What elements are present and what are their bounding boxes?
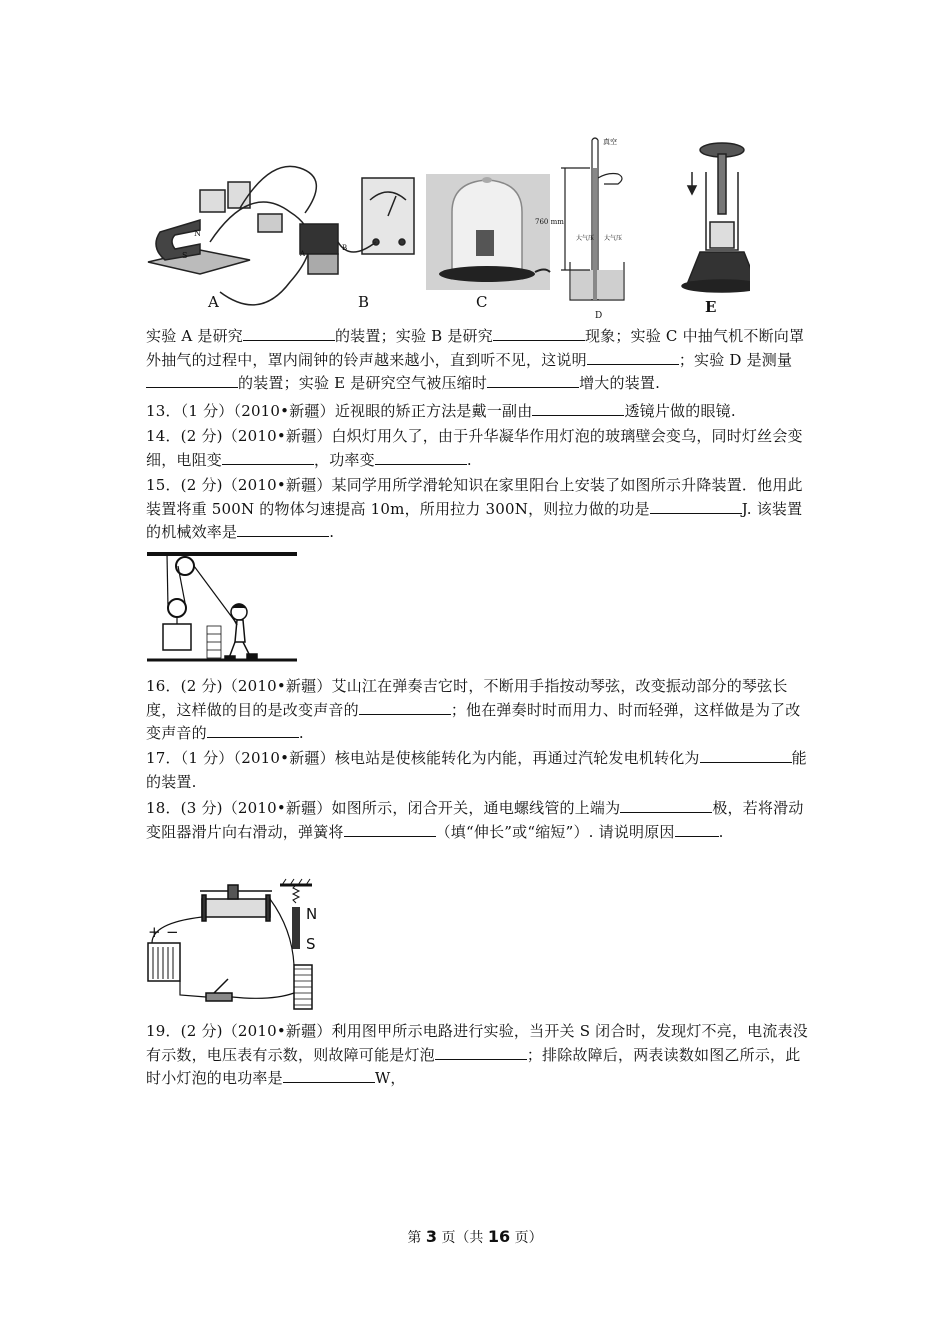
label-d: D (595, 311, 603, 321)
footer-suffix: 页） (514, 1230, 543, 1246)
magnet-s-label: S (306, 935, 316, 953)
q15-text-2: J. 该装置的机械效率是 (146, 499, 803, 541)
switch (206, 979, 232, 1001)
current-page-number: 3 (425, 1227, 437, 1246)
battery-minus-label: − (166, 923, 179, 941)
footer-prefix: 第 (407, 1230, 422, 1246)
pulley-figure (145, 550, 305, 670)
bar-magnet (292, 907, 300, 949)
magnet-s-label: S (182, 251, 188, 260)
question-13 (146, 400, 808, 424)
question-17 (146, 747, 808, 794)
footer-mid: 页（共 (441, 1230, 484, 1246)
q18-blank-3[interactable] (675, 822, 719, 837)
total-page-number: 16 (487, 1227, 511, 1246)
q12-blank-1[interactable] (243, 326, 335, 341)
q15-blank-2[interactable] (237, 522, 329, 537)
q18-text-4: . (718, 822, 724, 841)
pressure-right-label: 大气压 (604, 235, 623, 242)
q12-blank-2[interactable] (493, 326, 585, 341)
brick-wall (207, 626, 221, 658)
label-a: A (208, 293, 219, 311)
rheostat (200, 885, 272, 921)
q12-text-3: 现象；实验 C 中抽气机不断向罩外抽气的过程中，罩内闹钟的铃声越来越小，直到听不见，这说明 (146, 327, 805, 369)
vacuum-label: 真空 (603, 138, 617, 146)
q19-blank-1[interactable] (435, 1045, 527, 1060)
q18-blank-1[interactable] (620, 798, 712, 813)
q19-blank-2[interactable] (283, 1068, 375, 1083)
apparatus-a (148, 166, 316, 305)
q16-blank-1[interactable] (359, 700, 451, 715)
load-box (163, 624, 191, 650)
height-label: 760 mm (535, 218, 564, 226)
q18-text-1: 18．(3 分)（2010•新疆）如图所示，闭合开关，通电螺线管的上端为 (146, 799, 621, 817)
movable-pulley (168, 599, 186, 617)
battery (148, 943, 180, 981)
pressure-left-label: 大气压 (576, 235, 595, 242)
apparatus-c (426, 174, 550, 290)
magnet-n-label: N (306, 905, 318, 923)
q12-text-4: ；实验 D 是测量 (678, 350, 793, 369)
q16-text-1: 16．(2 分)（2010•新疆）艾山江在弹奏吉它时，不断用手指按动琴弦，改变振动部分的琴弦长度，这样做的目的是改变声音的 (146, 677, 788, 719)
q13-text-1: 13．（1 分）（2010•新疆）近视眼的矫正方法是戴一副由 (146, 402, 533, 420)
q15-text-1: 15．(2 分)（2010•新疆）某同学用所学滑轮知识在家里阳台上安装了如图所示升降装置．他用此装置将重 500N 的物体匀速提高 10m，所用拉力 300N，则拉力做的功是 (146, 476, 803, 518)
q12-text-5: 的装置；实验 E 是研究空气被压缩时 (238, 374, 488, 392)
q12-blank-4[interactable] (146, 373, 238, 388)
q14-blank-1[interactable] (222, 450, 314, 465)
q19-text-3: W， (374, 1069, 406, 1087)
q12-blank-5[interactable] (487, 373, 579, 388)
apparatus-e (682, 143, 750, 292)
question-16 (146, 675, 808, 746)
apparatus-d (561, 138, 624, 300)
solenoid (294, 965, 312, 1009)
question-18 (146, 797, 808, 844)
q18-text-3: （填“伸长”或“缩短”）. 请说明原因 (435, 822, 675, 841)
q15-text-3: . (329, 523, 335, 541)
q17-text-1: 17．（1 分）（2010•新疆）核电站是使核能转化为内能，再通过汽轮发电机转化为 (146, 749, 700, 767)
q16-text-2: ；他在弹奏时时而用力、时而轻弹，这样做是为了改变声音的 (146, 700, 801, 742)
label-c: C (476, 293, 488, 311)
q12-text-2: 的装置；实验 B 是研究 (334, 327, 493, 345)
solenoid-circuit-figure (140, 875, 325, 1015)
q17-text-2: 能的装置. (146, 749, 807, 791)
question-12 (146, 325, 808, 396)
question-15 (146, 474, 808, 545)
q13-text-2: 透镜片做的眼镜. (624, 402, 736, 420)
q19-text-1: 19．(2 分)（2010•新疆）利用图甲所示电路进行实验，当开关 S 闭合时，发现灯不亮，电流表没有示数，电压表有示数，则故障可能是灯泡 (146, 1022, 808, 1064)
q16-text-3: . (298, 724, 304, 742)
q17-blank-1[interactable] (700, 748, 792, 763)
q14-blank-2[interactable] (375, 450, 467, 465)
question-14 (146, 425, 808, 472)
q12-blank-3[interactable] (587, 350, 679, 365)
page-footer (0, 1227, 950, 1247)
q14-text-2: ，功率变 (314, 450, 375, 469)
q12-text-1: 实验 A 是研究 (146, 327, 243, 345)
q19-text-2: ；排除故障后，两表读数如图乙所示，此时小灯泡的电功率是 (146, 1045, 801, 1087)
q16-blank-2[interactable] (207, 723, 299, 738)
q14-text-3: . (466, 450, 472, 469)
label-b: B (358, 293, 370, 311)
q15-blank-1[interactable] (650, 499, 742, 514)
q18-text-2: 极，若将滑动变阻器滑片向右滑动，弹簧将 (146, 799, 804, 841)
boy (225, 604, 257, 660)
q13-blank-1[interactable] (532, 401, 624, 416)
q18-blank-2[interactable] (344, 822, 436, 837)
coil-b-label: B (342, 244, 348, 252)
label-e: E (705, 298, 717, 316)
magnet-n-label: N (194, 229, 201, 238)
q12-text-6: 增大的装置. (579, 374, 661, 392)
q14-text-1: 14．(2 分)（2010•新疆）白炽灯用久了，由于升华凝华作用灯泡的玻璃壁会变乌，同时灯丝会变细，电阻变 (146, 427, 803, 469)
experiment-figure (140, 132, 750, 322)
battery-plus-label: + (148, 923, 161, 941)
apparatus-b (300, 178, 414, 274)
question-19 (146, 1020, 808, 1091)
coil-a-label: A (300, 250, 306, 258)
